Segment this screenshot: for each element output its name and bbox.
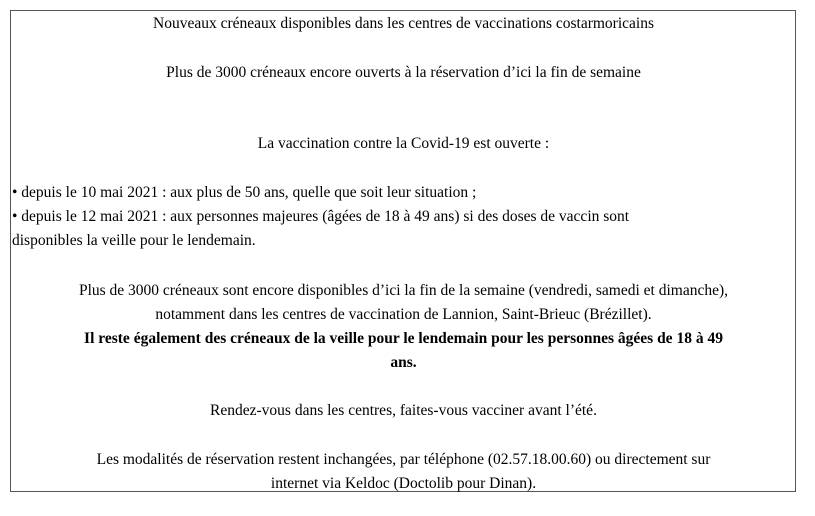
paragraph-rendezvous: Rendez-vous dans les centres, faites-vous vacciner avant l’été.: [210, 402, 597, 419]
paragraph-reservation-line-1: Les modalités de réservation restent inchangées, par téléphone (02.57.18.00.60) ou directement sur: [96, 451, 711, 468]
paragraph-bold-line-1: Il reste également des créneaux de la veille pour le lendemain pour les personnes âgées de 18 à 49: [84, 330, 723, 347]
bullet-item-2: • depuis le 12 mai 2021 : aux personnes majeures (âgées de 18 à 49 ans) si des doses de vaccin sont: [12, 208, 630, 225]
paragraph-availability-line-1: Plus de 3000 créneaux sont encore disponibles d’ici la fin de la semaine (vendredi, samedi et dimanche),: [78, 282, 729, 299]
paragraph-reservation-line-2: internet via Keldoc (Doctolib pour Dinan).: [270, 475, 537, 492]
paragraph-availability-line-2: notamment dans les centres de vaccination de Lannion, Saint-Brieuc (Brézillet).: [155, 306, 652, 323]
intro-text: La vaccination contre la Covid-19 est ouverte :: [257, 135, 550, 152]
document-subtitle: Plus de 3000 créneaux encore ouverts à la réservation d’ici la fin de semaine: [166, 64, 641, 81]
bullet-item-2-continuation: disponibles la veille pour le lendemain.: [12, 232, 256, 249]
document-title: Nouveaux créneaux disponibles dans les centres de vaccinations costarmoricains: [153, 15, 654, 32]
bullet-item-1: • depuis le 10 mai 2021 : aux plus de 50 ans, quelle que soit leur situation ;: [12, 184, 477, 201]
paragraph-bold-line-2: ans.: [390, 354, 417, 371]
